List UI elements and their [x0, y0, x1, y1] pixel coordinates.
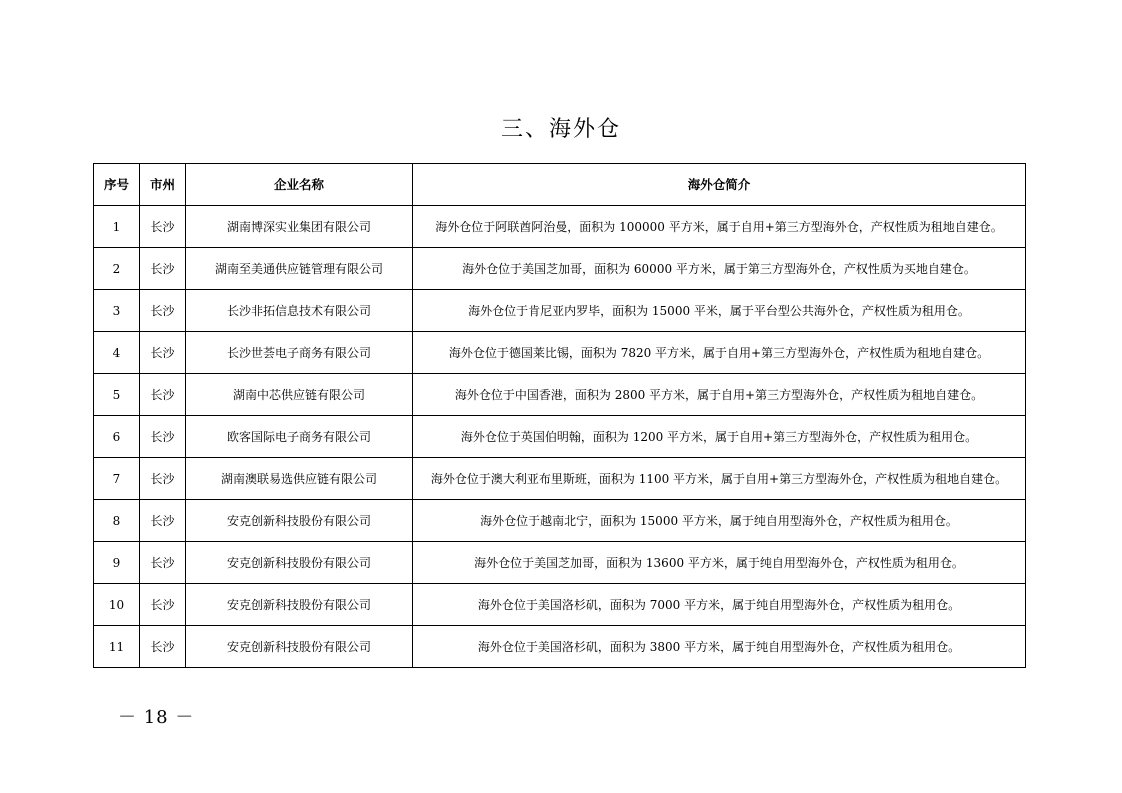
cell-description: 海外仓位于美国洛杉矶，面积为 3800 平方米，属于纯自用型海外仓，产权性质为租用仓。 [413, 626, 1026, 668]
cell-seq: 6 [94, 416, 140, 458]
cell-city: 长沙 [140, 584, 186, 626]
cell-company: 湖南至美通供应链管理有限公司 [186, 248, 413, 290]
cell-seq: 10 [94, 584, 140, 626]
cell-company: 长沙非拓信息技术有限公司 [186, 290, 413, 332]
cell-city: 长沙 [140, 626, 186, 668]
cell-description: 海外仓位于阿联酋阿治曼，面积为 100000 平方米，属于自用+第三方型海外仓，产权性质为租地自建仓。 [413, 206, 1026, 248]
cell-description: 海外仓位于中国香港，面积为 2800 平方米，属于自用+第三方型海外仓，产权性质为租地自建仓。 [413, 374, 1026, 416]
table-row [94, 626, 1026, 668]
cell-company: 湖南中芯供应链有限公司 [186, 374, 413, 416]
cell-seq: 8 [94, 500, 140, 542]
cell-seq: 5 [94, 374, 140, 416]
table-row [94, 332, 1026, 374]
cell-city: 长沙 [140, 542, 186, 584]
cell-city: 长沙 [140, 458, 186, 500]
header-city: 市州 [140, 164, 186, 206]
cell-seq: 7 [94, 458, 140, 500]
cell-description: 海外仓位于肯尼亚内罗毕，面积为 15000 平米，属于平台型公共海外仓，产权性质为租用仓。 [413, 290, 1026, 332]
cell-company: 安克创新科技股份有限公司 [186, 542, 413, 584]
table-row [94, 500, 1026, 542]
cell-description: 海外仓位于美国芝加哥，面积为 13600 平方米，属于纯自用型海外仓，产权性质为租用仓。 [413, 542, 1026, 584]
header-seq: 序号 [94, 164, 140, 206]
cell-seq: 2 [94, 248, 140, 290]
cell-company: 欧客国际电子商务有限公司 [186, 416, 413, 458]
cell-city: 长沙 [140, 332, 186, 374]
cell-city: 长沙 [140, 416, 186, 458]
cell-description: 海外仓位于英国伯明翰，面积为 1200 平方米，属于自用+第三方型海外仓，产权性质为租用仓。 [413, 416, 1026, 458]
header-company: 企业名称 [186, 164, 413, 206]
cell-seq: 4 [94, 332, 140, 374]
cell-company: 湖南澳联易选供应链有限公司 [186, 458, 413, 500]
page-title: 三、海外仓 [500, 117, 621, 142]
cell-description: 海外仓位于德国莱比锡，面积为 7820 平方米，属于自用+第三方型海外仓，产权性质为租地自建仓。 [413, 332, 1026, 374]
cell-company: 安克创新科技股份有限公司 [186, 500, 413, 542]
header-description: 海外仓简介 [413, 164, 1026, 206]
cell-seq: 11 [94, 626, 140, 668]
table-row [94, 206, 1026, 248]
cell-company: 长沙世荟电子商务有限公司 [186, 332, 413, 374]
page-number: － 18 － [118, 707, 195, 728]
table-header-row [94, 164, 1026, 206]
cell-city: 长沙 [140, 290, 186, 332]
cell-seq: 3 [94, 290, 140, 332]
cell-city: 长沙 [140, 374, 186, 416]
table-row [94, 290, 1026, 332]
cell-description: 海外仓位于澳大利亚布里斯班，面积为 1100 平方米，属于自用+第三方型海外仓，产权性质为租地自建仓。 [413, 458, 1026, 500]
warehouse-table [93, 163, 1026, 668]
table-row [94, 374, 1026, 416]
table-row [94, 248, 1026, 290]
cell-description: 海外仓位于美国芝加哥，面积为 60000 平方米，属于第三方型海外仓，产权性质为买地自建仓。 [413, 248, 1026, 290]
cell-description: 海外仓位于越南北宁，面积为 15000 平方米，属于纯自用型海外仓，产权性质为租用仓。 [413, 500, 1026, 542]
cell-description: 海外仓位于美国洛杉矶，面积为 7000 平方米，属于纯自用型海外仓，产权性质为租用仓。 [413, 584, 1026, 626]
cell-city: 长沙 [140, 500, 186, 542]
cell-city: 长沙 [140, 248, 186, 290]
table-row [94, 416, 1026, 458]
cell-seq: 1 [94, 206, 140, 248]
table-row [94, 458, 1026, 500]
cell-company: 安克创新科技股份有限公司 [186, 626, 413, 668]
cell-seq: 9 [94, 542, 140, 584]
cell-company: 安克创新科技股份有限公司 [186, 584, 413, 626]
cell-company: 湖南博深实业集团有限公司 [186, 206, 413, 248]
table-row [94, 584, 1026, 626]
table-row [94, 542, 1026, 584]
cell-city: 长沙 [140, 206, 186, 248]
